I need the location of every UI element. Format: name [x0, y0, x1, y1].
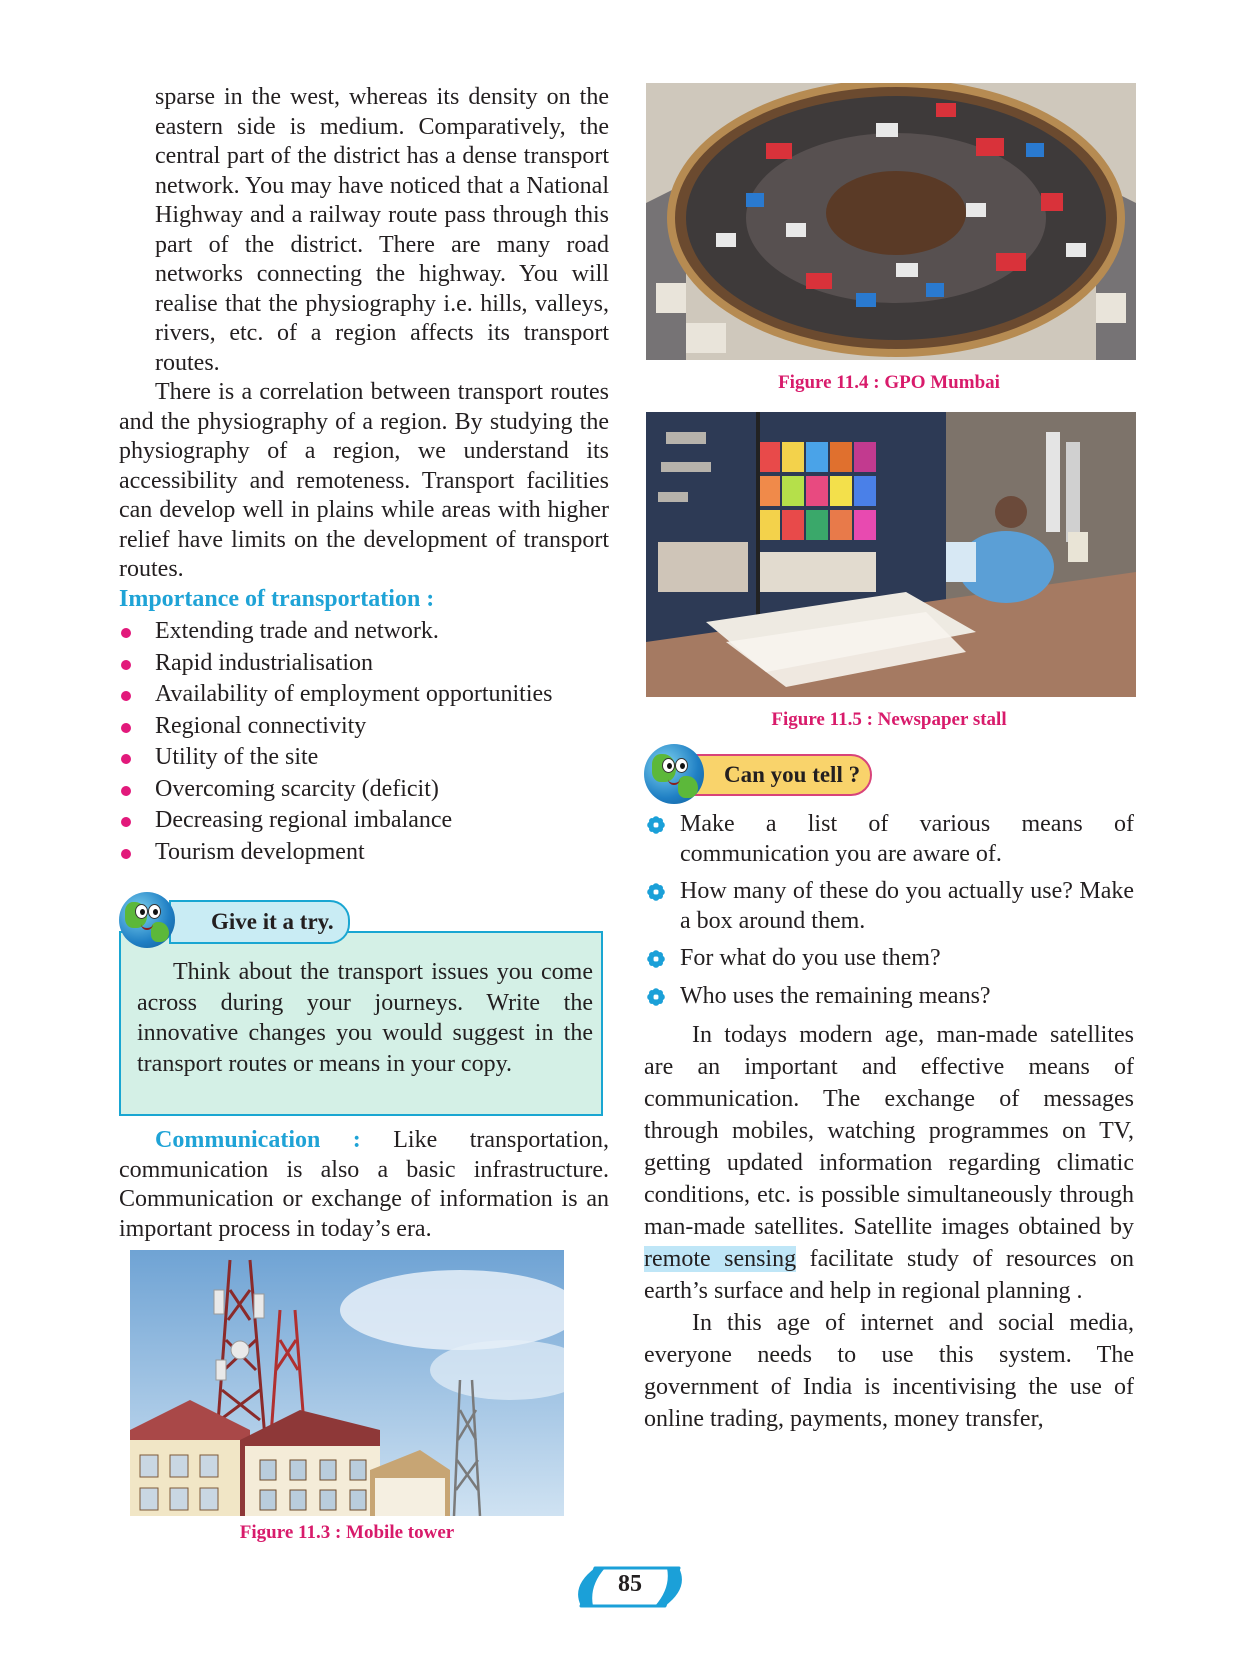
- bullet-icon: [121, 723, 131, 733]
- mobile-tower-photo: [130, 1250, 564, 1516]
- flower-bullet-icon: [647, 988, 665, 1006]
- can-you-tell-list: [644, 810, 1134, 1011]
- satellite-paragraph: In todays modern age, man-made satellites are an important and effective means of communication. The exchange of messages through mobiles, watching programmes on TV, getting updated information regarding climatic conditions, etc. is possible simultaneously through man-made satellites. Satellite images obtained by remote sensing facilitate study of resources on earth’s surface and help in regional planning .: [644, 1022, 1135, 1304]
- figure-11-5-caption: Figure 11.5 : Newspaper stall: [771, 708, 1007, 730]
- flower-bullet-icon: [647, 816, 665, 834]
- list-item: How many of these do you actually use? Make a box around them.: [644, 877, 1134, 936]
- bullet-icon: [121, 817, 131, 827]
- figure-11-4-caption: Figure 11.4 : GPO Mumbai: [778, 372, 1000, 393]
- list-item: Decreasing regional imbalance: [119, 805, 609, 837]
- list-item: Overcoming scarcity (deficit): [119, 774, 609, 806]
- globe-mascot-icon: [644, 744, 704, 804]
- bullet-icon: [121, 786, 131, 796]
- list-item: For what do you use them?: [644, 944, 1134, 974]
- bullet-icon: [121, 660, 131, 670]
- figure-11-3-caption: Figure 11.3 : Mobile tower: [239, 1522, 455, 1543]
- communication-paragraph: Communication : Like transportation, communication is also a basic infrastructure. Communication or exchange of information is an important process in today’s era.: [119, 1127, 609, 1242]
- right-column: [644, 83, 1134, 1435]
- communication-heading: Communication :: [155, 1127, 361, 1153]
- try-text-box: [119, 931, 603, 1116]
- importance-list: [119, 616, 609, 868]
- page-number: 85: [618, 1571, 642, 1597]
- figure-gpo-mumbai: [644, 83, 1134, 398]
- list-item: Make a list of various means of communication you are aware of.: [644, 810, 1134, 869]
- left-paragraph-1: sparse in the west, whereas its density on the eastern side is medium. Comparatively, the central part of the district has a dense transport network. You may have noticed that a National Highway and a railway route pass through this part of the district. There are many road networks connecting the highway. You will realise that the physiography i.e. hills, valleys, rivers, etc. of a region affects its transport routes.: [155, 84, 609, 376]
- gpo-mumbai-photo: [646, 83, 1136, 360]
- give-it-a-try-box: [119, 892, 609, 1118]
- left-paragraph-2: There is a correlation between transport routes and the physiography of a region. By studying the physiography of a region, we understand its accessibility and remoteness. Transport facilities can develop well in plains while areas with higher relief have limits on the development of transport routes.: [119, 379, 609, 582]
- bullet-icon: [121, 754, 131, 764]
- bullet-icon: [121, 691, 131, 701]
- globe-mascot-icon: [119, 892, 175, 948]
- list-item: Availability of employment opportunities: [119, 679, 609, 711]
- internet-paragraph: In this age of internet and social media, everyone needs to use this system. The government of India is incentivising the use of online trading, payments, money transfer,: [644, 1310, 1134, 1432]
- bullet-icon: [121, 628, 131, 638]
- flower-bullet-icon: [647, 883, 665, 901]
- list-item: Tourism development: [119, 837, 609, 869]
- remote-sensing-highlight: remote sensing: [644, 1246, 797, 1272]
- left-column: [119, 83, 609, 1548]
- can-you-tell-box: [644, 740, 1134, 810]
- page-number-badge: [575, 1566, 685, 1608]
- figure-mobile-tower: [119, 1250, 609, 1548]
- try-label: Give it a try.: [169, 900, 350, 944]
- list-item: Utility of the site: [119, 742, 609, 774]
- list-item: Rapid industrialisation: [119, 648, 609, 680]
- figure-newspaper-stall: [644, 412, 1134, 735]
- try-text: Think about the transport issues you come across during your journeys. Write the innovative changes you would suggest in the transport routes or means in your copy.: [137, 959, 593, 1077]
- importance-heading: Importance of transportation :: [119, 585, 435, 612]
- list-item: Who uses the remaining means?: [644, 982, 1134, 1012]
- flower-bullet-icon: [647, 950, 665, 968]
- can-you-tell-label: Can you tell ?: [690, 754, 872, 796]
- bullet-icon: [121, 849, 131, 859]
- newspaper-stall-photo: [646, 412, 1136, 697]
- list-item: Regional connectivity: [119, 711, 609, 743]
- list-item: Extending trade and network.: [119, 616, 609, 648]
